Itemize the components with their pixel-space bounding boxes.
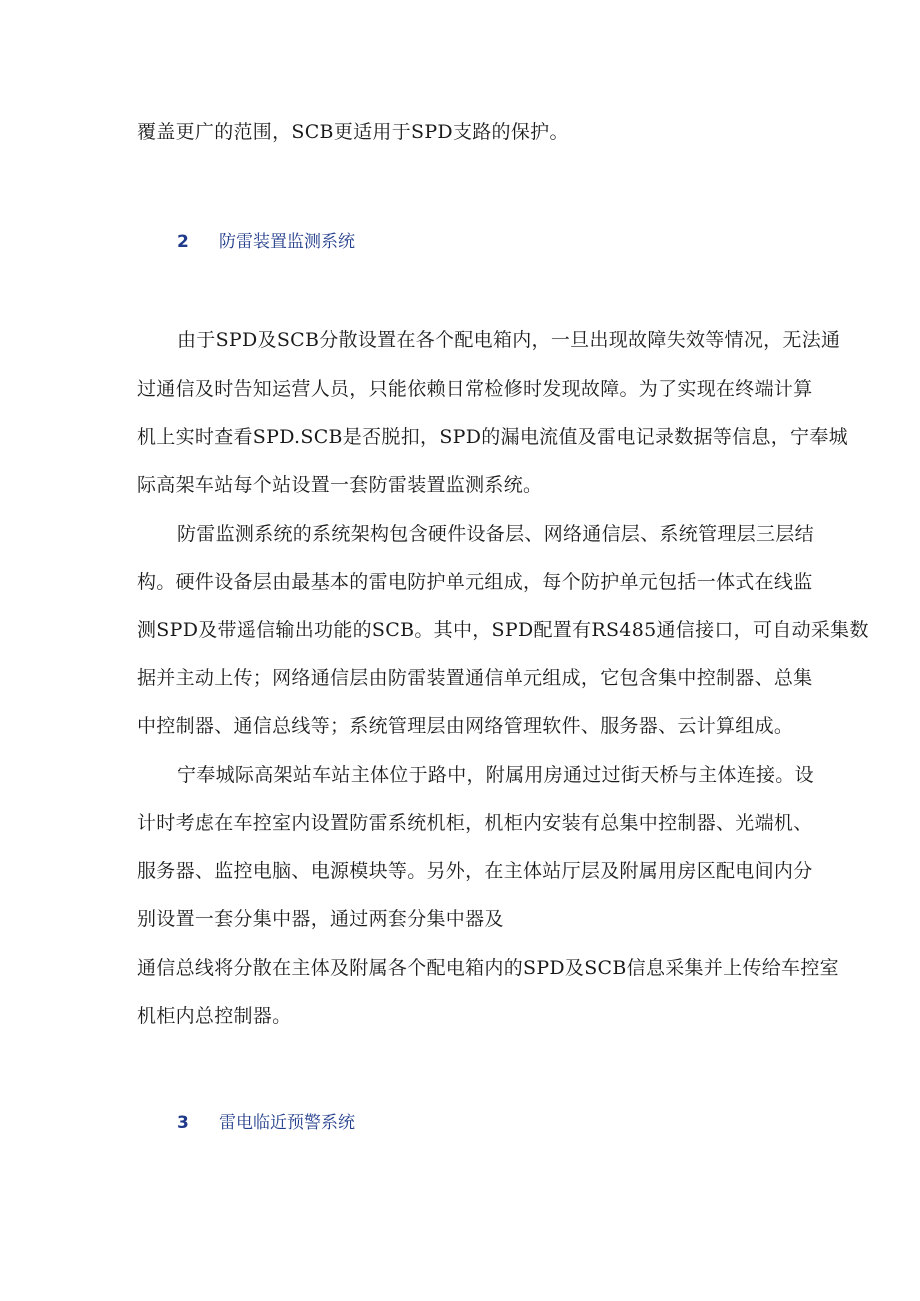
paragraph-line: 计时考虑在车控室内设置防雷系统机柜，机柜内安装有总集中控制器、光端机、 — [137, 812, 813, 834]
section-2-heading — [177, 230, 355, 254]
paragraph-line: 测SPD及带遥信输出功能的SCB。其中，SPD配置有RS485通信接口，可自动采集数 — [137, 619, 869, 641]
paragraph-line: 防雷监测系统的系统架构包含硬件设备层、网络通信层、系统管理层三层结 — [177, 523, 814, 545]
paragraph-line: 宁奉城际高架站车站主体位于路中，附属用房通过过街天桥与主体连接。设 — [177, 764, 814, 786]
paragraph-line: 通信总线将分散在主体及附属各个配电箱内的SPD及SCB信息采集并上传给车控室 — [137, 957, 839, 979]
section-3-heading — [177, 1111, 355, 1135]
paragraph-line: 由于SPD及SCB分散设置在各个配电箱内，一旦出现故障失效等情况，无法通 — [177, 329, 841, 351]
section-2-number: 2 — [177, 232, 189, 252]
section-2-title: 防雷装置监测系统 — [219, 232, 355, 252]
paragraph-line: 际高架车站每个站设置一套防雷装置监测系统。 — [137, 474, 543, 496]
paragraph-line: 别设置一套分集中器，通过两套分集中器及 — [137, 908, 504, 930]
paragraph-line: 服务器、监控电脑、电源模块等。另外，在主体站厅层及附属用房区配电间内分 — [137, 860, 813, 882]
paragraph-line: 构。硬件设备层由最基本的雷电防护单元组成，每个防护单元包括一体式在线监 — [137, 571, 813, 593]
intro-text: 覆盖更广的范围，SCB更适用于SPD支路的保护。 — [137, 121, 569, 143]
section-3-title: 雷电临近预警系统 — [219, 1113, 355, 1133]
paragraph-line: 中控制器、通信总线等；系统管理层由网络管理软件、服务器、云计算组成。 — [137, 715, 794, 737]
paragraph-line: 过通信及时告知运营人员，只能依赖日常检修时发现故障。为了实现在终端计算 — [137, 378, 813, 400]
paragraph-line: 机柜内总控制器。 — [137, 1005, 292, 1027]
paragraph-line: 据并主动上传；网络通信层由防雷装置通信单元组成，它包含集中控制器、总集 — [137, 667, 813, 689]
paragraph-line: 机上实时查看SPD.SCB是否脱扣，SPD的漏电流值及雷电记录数据等信息，宁奉城 — [137, 426, 848, 448]
section-3-number: 3 — [177, 1113, 189, 1133]
